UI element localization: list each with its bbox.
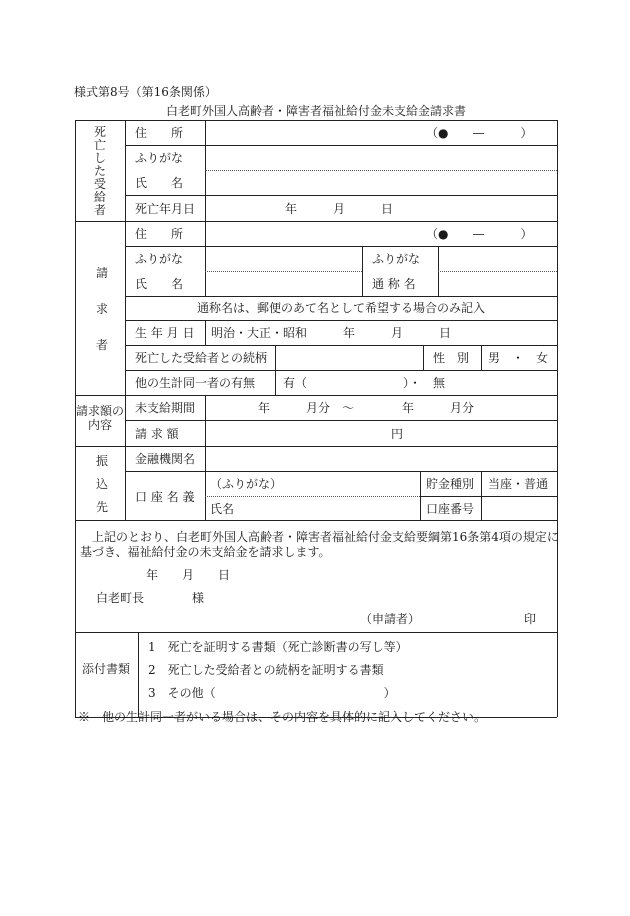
claimant-household-field[interactable]: 有（ ）・ 無 [283, 376, 446, 390]
claimant-gender-field[interactable]: 男 ・ 女 [488, 351, 549, 365]
claimant-section-char-1: 請 [96, 266, 109, 280]
transfer-name-field[interactable] [240, 497, 419, 519]
claim-amount-unit: 円 [391, 427, 404, 441]
claim-period-field[interactable]: 年 月分 〜 年 月分 [258, 401, 475, 415]
claimant-name-field[interactable] [206, 272, 361, 296]
transfer-bank-label: 金融機関名 [135, 452, 196, 466]
transfer-deposit-type-field[interactable]: 当座・普通 [488, 477, 549, 491]
deceased-furigana-field[interactable] [206, 146, 556, 170]
transfer-section-char-3: 先 [96, 500, 109, 514]
claimant-address-label: 住 所 [135, 227, 184, 241]
deceased-death-date-field[interactable]: 年 月 日 [285, 202, 394, 216]
attachment-item-3: 3 その他（ ） [148, 686, 396, 700]
claimant-alias-furigana-field[interactable] [439, 247, 556, 271]
declaration-date-field[interactable]: 年 月 日 [146, 568, 231, 582]
transfer-name-label: 氏名 [210, 502, 235, 516]
claim-period-label: 未支給期間 [135, 401, 196, 415]
claimant-alias-note: 通称名は、郵便のあて名として希望する場合のみ記入 [196, 301, 485, 315]
claimant-relation-field[interactable] [276, 346, 422, 370]
claimant-household-label: 他の生計同一者の有無 [135, 376, 256, 390]
declaration-applicant-label: （申請者） [360, 612, 421, 626]
attachment-item-1: 1 死亡を証明する書類（死亡診断書の写し等） [148, 640, 408, 654]
claimant-name-label: 氏 名 [135, 277, 184, 291]
deceased-tel: （● — ） [426, 126, 533, 140]
transfer-account-number-label: 口座番号 [426, 502, 475, 516]
claim-amount-field[interactable] [206, 421, 556, 445]
transfer-deposit-type-label: 貯金種別 [426, 477, 475, 491]
form-title: 白老町外国人高齢者・障害者福祉給付金未支給金請求書 [165, 104, 466, 118]
attachment-item-2: 2 死亡した受給者との続柄を証明する書類 [148, 663, 384, 677]
claimant-furigana-label: ふりがな [135, 252, 184, 266]
transfer-furigana-field[interactable] [290, 472, 419, 496]
claim-section-label: 請求額の内容 [76, 404, 125, 432]
transfer-account-number-field[interactable] [482, 497, 556, 519]
declaration-applicant-field[interactable] [420, 606, 520, 628]
transfer-section-char-1: 振 [96, 454, 109, 468]
claimant-alias-furigana-label: ふりがな [372, 252, 421, 266]
declaration-addressee: 白老町長 様 [96, 591, 205, 605]
claimant-birth-field[interactable]: 明治・大正・昭和 年 月 日 [211, 326, 452, 340]
deceased-address-label: 住 所 [135, 126, 184, 140]
claimant-relation-label: 死亡した受給者との続柄 [135, 351, 268, 365]
deceased-furigana-label: ふりがな [135, 151, 184, 165]
attachments-label: 添付書類 [82, 662, 131, 676]
declaration-line-2: 基づき、福祉給付金の未支給金を請求します。 [80, 545, 331, 559]
deceased-section-label: 死亡した受給者 [93, 125, 106, 217]
transfer-section-char-2: 込 [96, 477, 109, 491]
claimant-alias-field[interactable] [439, 272, 556, 296]
deceased-name-label: 氏 名 [135, 176, 184, 190]
claimant-birth-label: 生 年 月 日 [135, 326, 195, 340]
transfer-furigana-label: （ふりがな） [210, 477, 283, 491]
claimant-furigana-field[interactable] [206, 247, 361, 271]
declaration-seal: 印 [524, 612, 537, 626]
transfer-account-name-label: 口 座 名 義 [135, 490, 195, 504]
deceased-death-date-label: 死亡年月日 [135, 202, 196, 216]
footnote: ※ 他の生計同一者がいる場合は、その内容を具体的に記入してください。 [78, 710, 487, 724]
claimant-section-char-2: 求 [96, 302, 109, 316]
transfer-bank-field[interactable] [206, 447, 556, 471]
attachment-other-field[interactable] [210, 682, 360, 702]
declaration-line-1: 上記のとおり、白老町外国人高齢者・障害者福祉給付金支給要綱第16条第4項の規定に [92, 530, 559, 544]
deceased-name-field[interactable] [206, 171, 556, 195]
claimant-alias-label: 通 称 名 [372, 277, 416, 291]
claimant-gender-label: 性 別 [433, 351, 470, 365]
form-number: 様式第8号（第16条関係） [74, 85, 217, 99]
claimant-section-char-3: 者 [96, 338, 109, 352]
claimant-tel: （● — ） [426, 227, 533, 241]
claim-amount-label: 請 求 額 [135, 427, 179, 441]
